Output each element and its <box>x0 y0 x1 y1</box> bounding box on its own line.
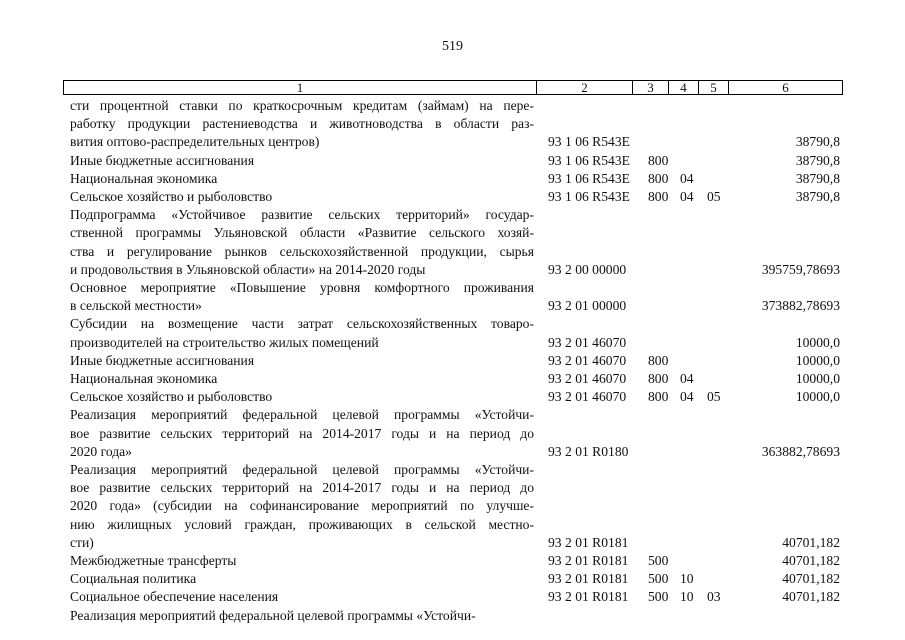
row-code: 93 2 01 R0181 <box>548 553 629 568</box>
header-col-6: 6 <box>728 81 842 94</box>
description-line: и продовольствия в Ульяновской области» на 2014-2020 годы <box>70 261 426 277</box>
row-code: 93 2 01 R0181 <box>548 534 629 550</box>
row-sum: 38790,8 <box>795 189 840 204</box>
header-col-5: 5 <box>698 81 728 94</box>
row-kvr: 800 <box>648 371 669 386</box>
row-code: 93 2 00 00000 <box>548 261 627 277</box>
row-kvr: 800 <box>648 189 669 204</box>
table-row <box>0 352 905 370</box>
row-code: 93 2 01 R0181 <box>548 589 629 605</box>
row-sum: 38790,8 <box>795 152 840 168</box>
table-row <box>0 206 905 279</box>
table-row <box>0 552 905 570</box>
description-line: Иные бюджетные ассигнования <box>70 152 255 168</box>
description-line: Сельское хозяйство и рыболовство <box>70 189 273 204</box>
description-line: в сельской местности» <box>70 298 202 314</box>
description-line: Сельское хозяйство и рыболовство <box>70 389 273 405</box>
row-code: 93 2 01 46070 <box>548 371 627 386</box>
row-subsection: 05 <box>707 389 721 405</box>
table-row <box>0 152 905 170</box>
row-code: 93 2 01 R0180 <box>548 443 629 459</box>
row-sum: 10000,0 <box>795 334 840 350</box>
row-sum: 363882,78693 <box>761 443 840 459</box>
description-line: ства и регулирование рынков сельскохозяйственной продукции, сырья <box>70 243 534 259</box>
description-line: 2020 года» (субсидии на софинансирование мероприятий по улучше- <box>70 498 534 514</box>
description-line: Национальная экономика <box>70 170 218 186</box>
row-sum: 10000,0 <box>795 389 840 405</box>
row-description <box>70 588 534 606</box>
table-row <box>0 570 905 588</box>
page-number: 519 <box>442 39 463 54</box>
table-row <box>0 279 905 315</box>
table-row <box>0 607 905 625</box>
table-row <box>0 461 905 552</box>
description-line: 2020 года» <box>70 443 132 459</box>
description-line: Социальная политика <box>70 571 197 587</box>
description-line: Иные бюджетные ассигнования <box>70 352 255 368</box>
row-code: 93 2 01 46070 <box>548 334 627 350</box>
table-row <box>0 315 905 351</box>
row-kvr: 800 <box>648 389 669 405</box>
description-line: Реализация мероприятий федеральной целевой программы «Устойчи- <box>70 462 534 477</box>
row-kvr: 500 <box>648 589 669 605</box>
description-line: Социальное обеспечение населения <box>70 589 279 605</box>
description-line: ственной программы Ульяновской области «Развитие сельского хозяй- <box>70 225 534 241</box>
header-col-3: 3 <box>632 81 668 94</box>
row-section: 04 <box>680 371 694 386</box>
row-kvr: 800 <box>648 152 669 168</box>
row-sum: 10000,0 <box>795 352 840 368</box>
row-section: 04 <box>680 389 694 405</box>
row-description <box>70 315 534 351</box>
row-code: 93 2 01 46070 <box>548 389 627 405</box>
row-description <box>70 406 534 461</box>
description-line: Межбюджетные трансферты <box>70 553 237 568</box>
row-kvr: 800 <box>648 170 669 186</box>
description-line: Реализация мероприятий федеральной целевой программы «Устойчи- <box>70 407 534 423</box>
row-description <box>70 170 534 188</box>
description-line: производителей на строительство жилых помещений <box>70 334 379 350</box>
row-description <box>70 388 534 406</box>
table-row <box>0 588 905 606</box>
row-section: 10 <box>680 589 694 605</box>
table-row <box>0 370 905 388</box>
description-line: сти) <box>70 534 94 550</box>
row-description <box>70 152 534 170</box>
row-sum: 40701,182 <box>782 534 840 550</box>
row-description <box>70 552 534 570</box>
row-sum: 373882,78693 <box>761 298 840 314</box>
row-code: 93 2 01 00000 <box>548 298 627 314</box>
row-kvr: 500 <box>648 571 669 587</box>
description-line: Основное мероприятие «Повышение уровня комфортного проживания <box>70 280 534 295</box>
row-description <box>70 97 534 152</box>
description-line: работку продукции растениеводства и животноводства в области раз- <box>70 116 534 132</box>
row-subsection: 05 <box>707 189 721 204</box>
row-subsection: 03 <box>707 589 721 605</box>
table-row <box>0 97 905 152</box>
description-line: Подпрограмма «Устойчивое развитие сельских территорий» государ- <box>70 207 534 223</box>
row-description <box>70 570 534 588</box>
description-line: вое развитие сельских территорий на 2014-2017 годы и на период до <box>70 480 534 496</box>
row-sum: 10000,0 <box>795 371 840 386</box>
row-code: 93 1 06 R543E <box>548 152 630 168</box>
row-kvr: 800 <box>648 352 669 368</box>
description-line: вое развитие сельских территорий на 2014-2017 годы и на период до <box>70 425 534 441</box>
description-line: Реализация мероприятий федеральной целевой программы «Устойчи- <box>70 607 476 623</box>
header-col-1: 1 <box>296 80 304 95</box>
table-row <box>0 406 905 461</box>
description-line: нию жилищных условий граждан, проживающих в сельской местно- <box>70 516 534 532</box>
row-description <box>70 461 534 552</box>
row-sum: 40701,182 <box>782 553 840 568</box>
table-row <box>0 170 905 188</box>
row-code: 93 2 01 R0181 <box>548 571 629 587</box>
row-code: 93 1 06 R543E <box>548 170 630 186</box>
row-sum: 395759,78693 <box>761 261 840 277</box>
header-col-4: 4 <box>668 81 698 94</box>
description-line: сти процентной ставки по краткосрочным кредитам (займам) на пере- <box>70 98 534 113</box>
table-header <box>63 80 843 95</box>
table-row <box>0 188 905 206</box>
row-code: 93 2 01 46070 <box>548 352 627 368</box>
row-description <box>70 279 534 315</box>
header-col-2: 2 <box>536 81 632 94</box>
row-description <box>70 607 534 625</box>
row-section: 04 <box>680 170 694 186</box>
row-description <box>70 188 534 206</box>
row-section: 10 <box>680 571 694 587</box>
row-code: 93 1 06 R543E <box>548 189 630 204</box>
row-description <box>70 352 534 370</box>
description-line: Субсидии на возмещение части затрат сельскохозяйственных товаро- <box>70 316 534 332</box>
description-line: вития оптово-распределительных центров) <box>70 134 320 150</box>
row-sum: 40701,182 <box>782 571 840 587</box>
table-row <box>0 388 905 406</box>
row-sum: 38790,8 <box>795 170 840 186</box>
row-code: 93 1 06 R543E <box>548 134 630 150</box>
row-description <box>70 370 534 388</box>
description-line: Национальная экономика <box>70 371 218 386</box>
row-description <box>70 206 534 279</box>
row-sum: 38790,8 <box>795 134 840 150</box>
row-sum: 40701,182 <box>782 589 840 605</box>
row-section: 04 <box>680 189 694 204</box>
row-kvr: 500 <box>648 553 669 568</box>
